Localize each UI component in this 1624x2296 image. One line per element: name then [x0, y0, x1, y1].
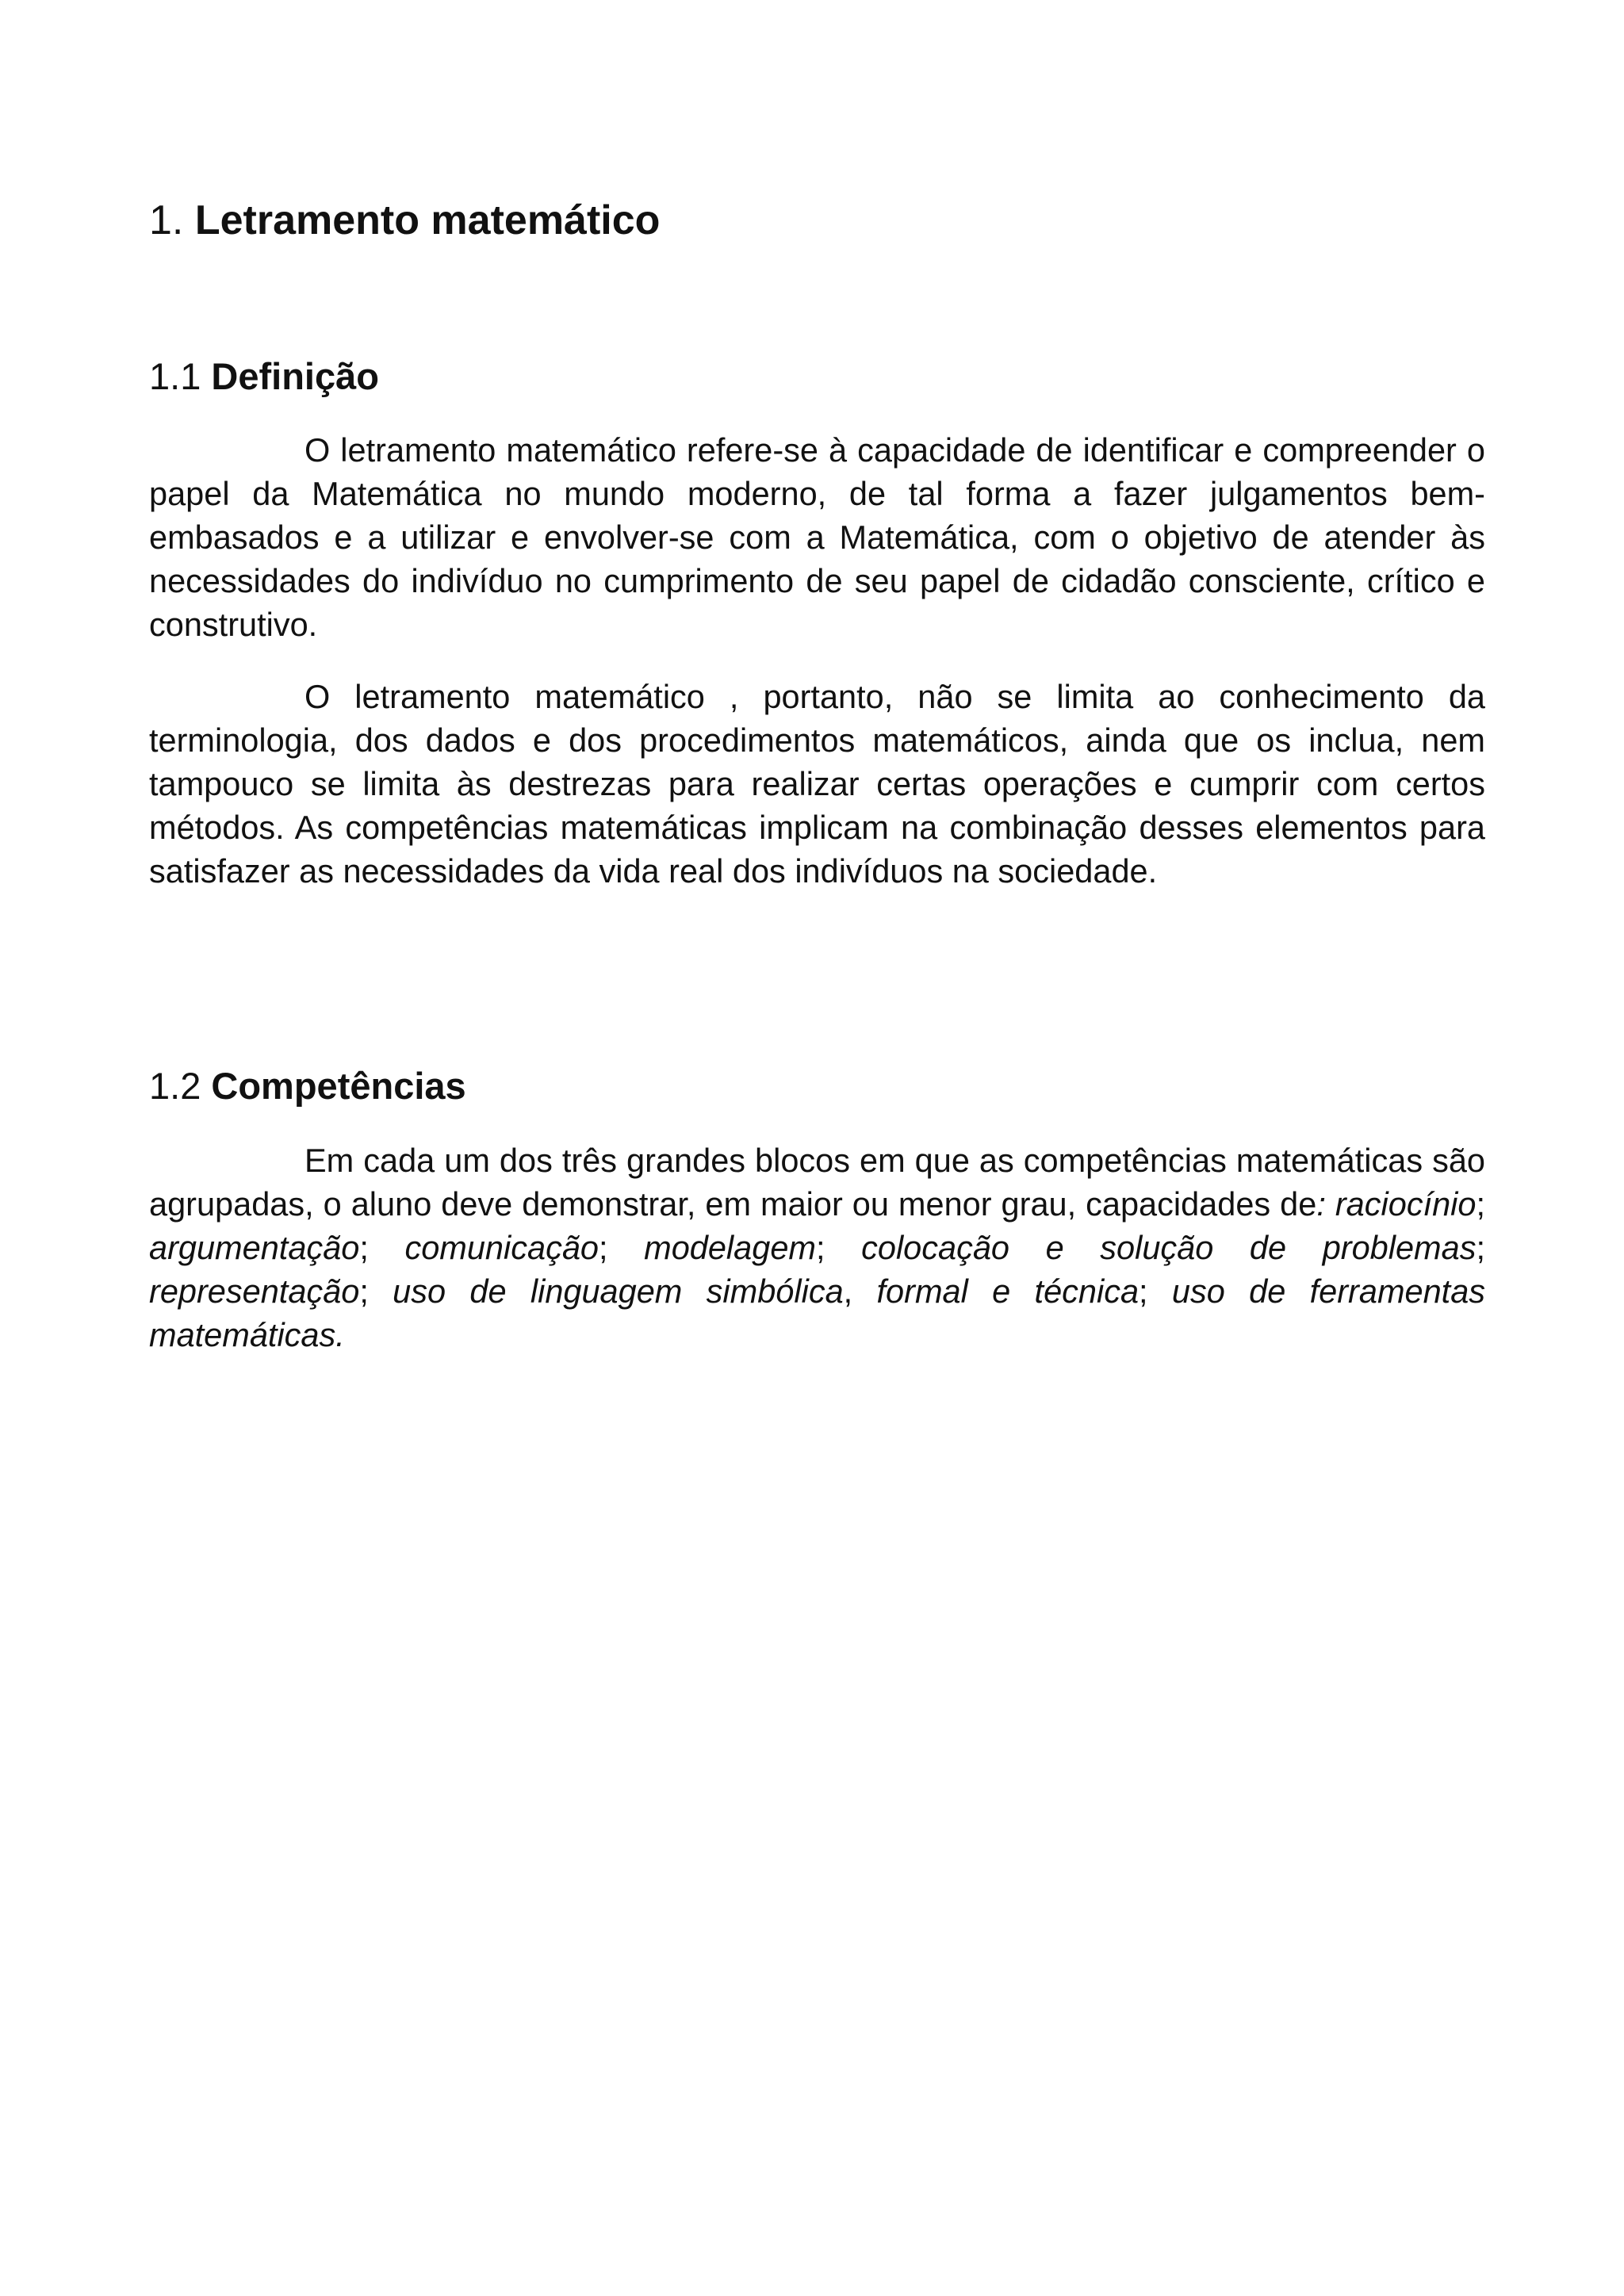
- competencia-modelagem: modelagem: [644, 1229, 816, 1266]
- competencia-raciocinio: : raciocínio: [1316, 1185, 1477, 1223]
- section-title: Letramento matemático: [194, 197, 661, 243]
- subsection-title: Definição: [211, 355, 379, 397]
- subsection-title: Competências: [211, 1065, 466, 1107]
- competencia-colocacao: colocação e solução de problemas: [861, 1229, 1477, 1266]
- section-heading: [149, 195, 660, 246]
- competencia-argumentacao: argumentação: [149, 1229, 360, 1266]
- subsection-heading-competencias: [149, 1063, 466, 1109]
- competencia-comunicacao: comunicação: [404, 1229, 599, 1266]
- competencias-paragraph: Em cada um dos três grandes blocos em que as competências matemáticas são agrupadas, o aluno deve demonstrar, em maior ou menor grau, capacidades de: raciocínio; argumentação; comunicação; modelagem; colocação e solução de problemas; representação; uso de linguagem simbólica, formal e técnica; uso de ferramentas matemáticas.: [149, 1142, 1486, 1353]
- competencia-ferramentas: uso de ferramentas matemáticas.: [149, 1272, 1486, 1353]
- competencia-linguagem: uso de linguagem simbólica: [393, 1272, 844, 1310]
- subsection-number: 1.1: [149, 355, 201, 397]
- subsection-heading-definicao: [149, 354, 379, 400]
- definicao-paragraph-2: O letramento matemático , portanto, não se limita ao conhecimento da terminologia, dos dados e dos procedimentos matemáticos, ainda que os inclua, nem tampouco se limita às destrezas para realizar certas operações e cumprir com certos métodos. As competências matemáticas implicam na combinação desses elementos para satisfazer as necessidades da vida real dos indivíduos na sociedade.: [149, 678, 1485, 890]
- section-number: 1.: [149, 197, 184, 243]
- competencias-intro: Em cada um dos três grandes blocos em que as competências matemáticas são agrupadas, o aluno deve demonstrar, em maior ou menor grau, capacidades de: [149, 1142, 1485, 1223]
- competencia-representacao: representação: [149, 1272, 360, 1310]
- competencia-formal: formal e técnica: [876, 1272, 1139, 1310]
- definicao-paragraph-1: O letramento matemático refere-se à capacidade de identificar e compreender o papel da Matemática no mundo moderno, de tal forma a fazer julgamentos bem-embasados e a utilizar e envolver-se com a Matemática, com o objetivo de atender às necessidades do indivíduo no cumprimento de seu papel de cidadão consciente, crítico e construtivo.: [149, 431, 1485, 643]
- subsection-number: 1.2: [149, 1065, 201, 1107]
